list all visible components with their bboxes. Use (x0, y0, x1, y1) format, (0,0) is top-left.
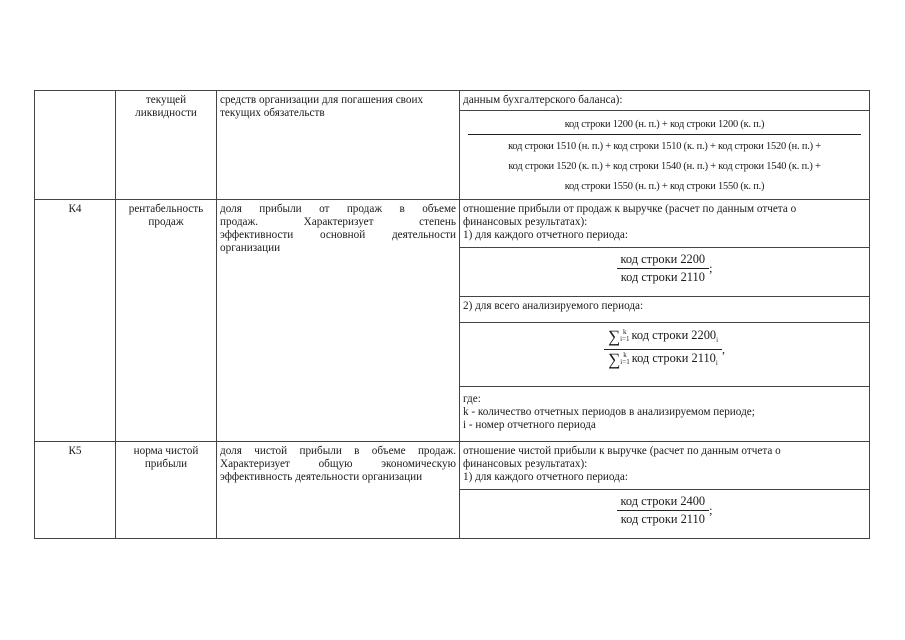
fraction-numerator: код строки 2200 (617, 253, 710, 269)
description-cell (217, 200, 460, 442)
formula-denominator-line-1: код строки 1510 (н. п.) + код строки 1510 (к. п.) + код строки 1520 (н. п.) + (508, 141, 821, 152)
sum-limits (620, 352, 629, 366)
sum-symbol: ∑ (607, 326, 621, 346)
formula-punctuation: , (722, 342, 726, 356)
table-row-current-liquidity (35, 91, 870, 111)
formula-numerator: код строки 1200 (н. п.) + код строки 1200 (к. п.) (468, 115, 861, 135)
method-line: отношение чистой прибыли к выручке (расчет по данным отчета о (463, 445, 781, 457)
method-line: финансовых результатах): (463, 458, 588, 470)
method-cell (460, 442, 870, 490)
formula-punctuation: ; (709, 503, 713, 517)
description-line: Характеризует общую экономическую (220, 458, 456, 470)
method-cell (460, 200, 870, 248)
sum-symbol: ∑ (608, 349, 621, 369)
fraction-denominator: код строки 2110 (620, 270, 705, 284)
description-line: доля чистой прибыли в объеме продаж. (220, 445, 456, 457)
sum-lower: i=1 (620, 335, 630, 344)
indicator-name-cell: норма чистой прибыли (116, 442, 217, 539)
sales-profitability-formula (460, 248, 870, 297)
sales-profitability-sum-formula (460, 323, 870, 387)
fraction (617, 494, 713, 526)
method-line: 1) для каждого отчетного периода: (463, 471, 628, 483)
method-cell: данным бухгалтерского баланса): (460, 91, 870, 111)
where-line: где: (463, 393, 481, 405)
fraction-denominator (604, 350, 722, 370)
description-line: эффективность деятельности организации (220, 471, 423, 483)
formula-punctuation: ; (709, 261, 713, 275)
code-cell (35, 91, 116, 200)
description-cell (217, 442, 460, 539)
formula-denominator-line-2: код строки 1520 (к. п.) + код строки 1540 (н. п.) + код строки 1540 (к. п.) + (508, 161, 821, 172)
numerator-text: код строки 2200 (631, 328, 717, 342)
indicator-name-cell: рентабельность продаж (116, 200, 217, 442)
sum-limits (620, 329, 629, 343)
code-cell: К4 (35, 200, 116, 442)
formula-denominator-line-3: код строки 1550 (н. п.) + код строки 1550 (к. п.) (564, 181, 765, 192)
liquidity-formula (460, 111, 870, 200)
indicator-name-cell: текущей ликвидности (116, 91, 217, 200)
description-line: продаж. Характеризует степень (220, 216, 456, 228)
net-profit-margin-formula (460, 490, 870, 539)
method-line: 1) для каждого отчетного периода: (463, 229, 628, 241)
fraction-numerator: код строки 2400 (617, 495, 710, 511)
table-row-k4 (35, 200, 870, 248)
denominator-text: код строки 2110 (631, 351, 716, 365)
index: i (715, 359, 718, 367)
table-row-k5 (35, 442, 870, 490)
where-line: k - количество отчетных периодов в анализируемом периоде; (463, 406, 755, 418)
description-line: доля прибыли от продаж в объеме (220, 203, 456, 215)
fraction-numerator (604, 326, 722, 350)
fraction-denominator: код строки 2110 (620, 512, 705, 526)
sum-upper: k (623, 328, 627, 337)
description-cell: средств организации для погашения своих текущих обязательств (217, 91, 460, 200)
sum-upper: k (623, 351, 627, 360)
where-cell (460, 387, 870, 442)
where-line: i - номер отчетного периода (463, 419, 596, 431)
description-line: организации (220, 242, 281, 254)
description-line: эффективности основной деятельности (220, 229, 456, 241)
code-cell: К5 (35, 442, 116, 539)
sum-lower: i=1 (620, 358, 630, 367)
index: i (716, 336, 719, 344)
fraction (617, 252, 713, 284)
method-line: финансовых результатах): (463, 216, 588, 228)
method-line: отношение прибыли от продаж к выручке (расчет по данным отчета о (463, 203, 797, 215)
method-cell: 2) для всего анализируемого периода: (460, 297, 870, 323)
fraction (604, 326, 722, 370)
indicators-table (34, 90, 870, 539)
